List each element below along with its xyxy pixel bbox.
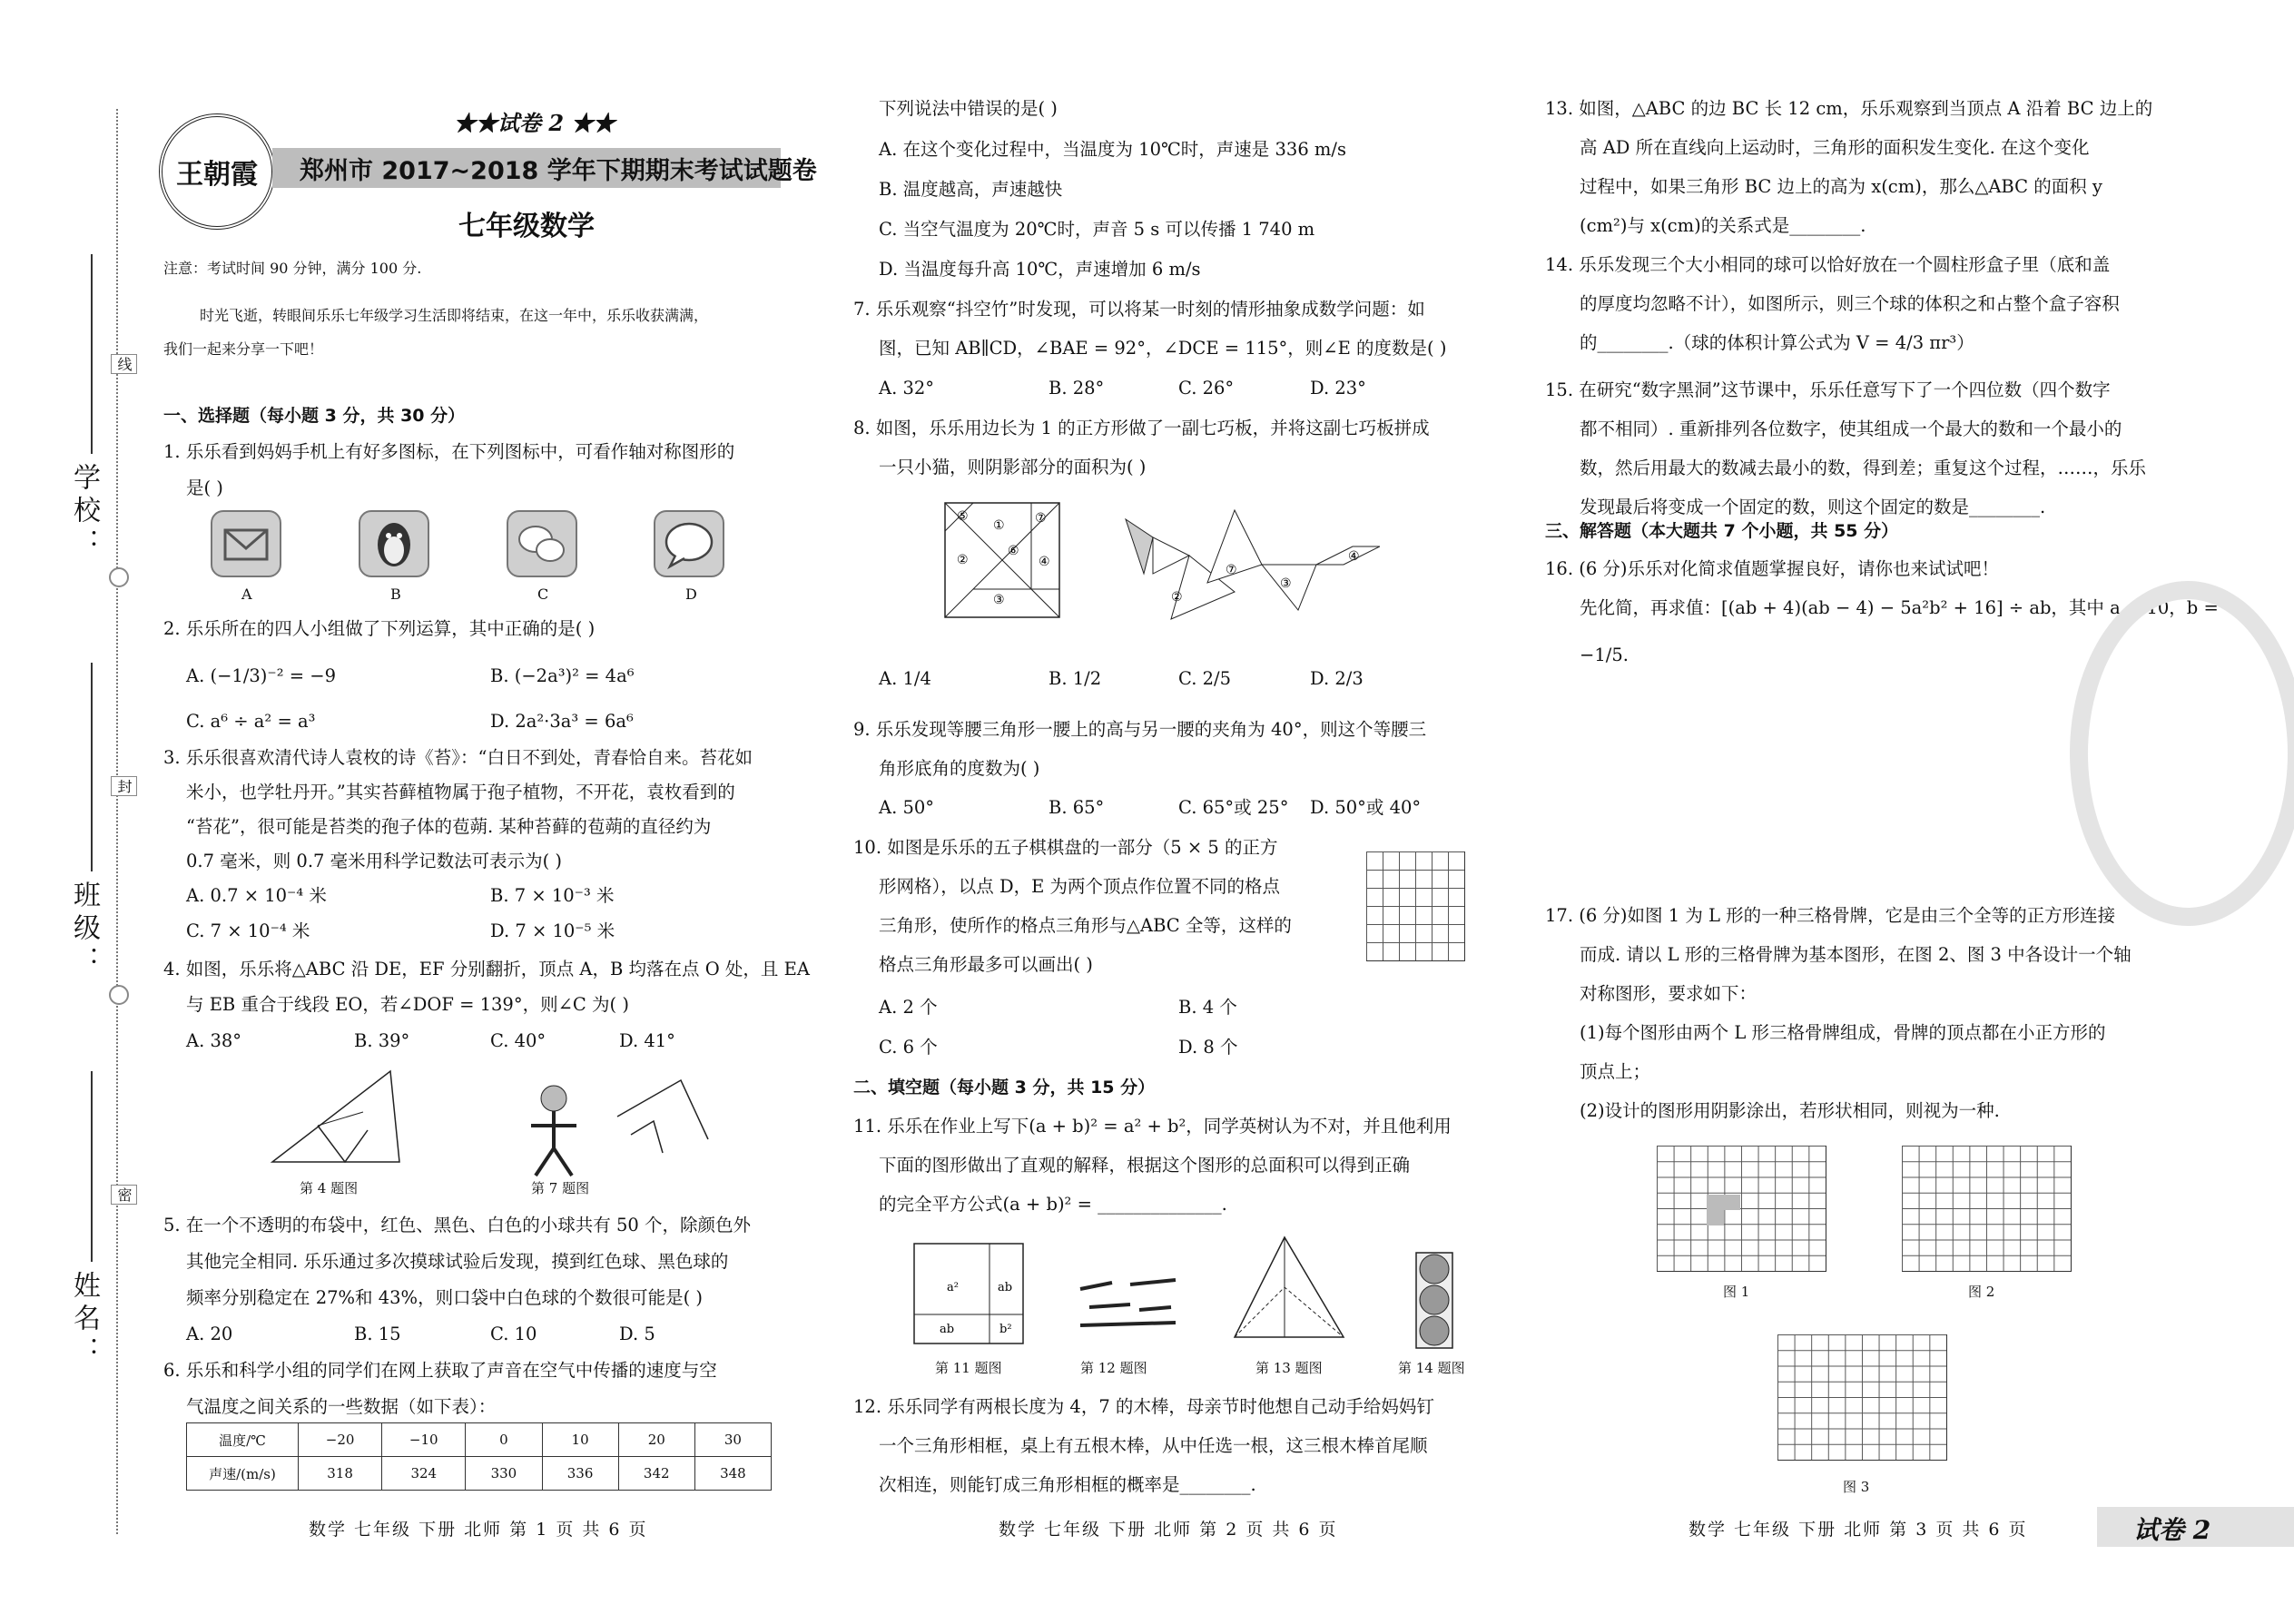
q8-line-1: 8. 如图，乐乐用边长为 1 的正方形做了一副七巧板，并将这副七巧板拼成 — [853, 418, 1430, 438]
q5-option-b: B. 15 — [354, 1324, 401, 1344]
grid-figure-1-shade-2 — [1707, 1210, 1724, 1225]
q12-line-2: 一个三角形相框，桌上有五根木棒，从中任选一根，这三根木棒首尾顺 — [879, 1435, 1428, 1456]
q8-option-d: D. 2/3 — [1310, 668, 1364, 689]
q3-line-4: 0.7 毫米，则 0.7 毫米用科学记数法可表示为( ) — [186, 851, 563, 871]
q14-cylinder-figure — [1412, 1248, 1457, 1353]
mail-icon — [211, 510, 281, 577]
subject-title: 七年级数学 — [458, 211, 595, 242]
brand-logo-text: 王朝霞 — [176, 159, 258, 191]
binding-dot-1 — [109, 567, 129, 587]
grid-figure-3-caption: 图 3 — [1843, 1479, 1870, 1495]
q10-line-4: 格点三角形最多可以画出( ) — [879, 954, 1093, 975]
q3-option-b: B. 7 × 10⁻³ 米 — [490, 885, 615, 906]
svg-text:③: ③ — [1280, 576, 1292, 591]
q6-option-a: A. 在这个变化过程中，当温度为 10℃时，声速是 336 m/s — [879, 139, 1346, 160]
q15-line-3: 数，然后用最大的数减去最小的数，得到差；重复这个过程，……，乐乐 — [1580, 458, 2147, 478]
q9-line-2: 角形底角的度数为( ) — [879, 758, 1040, 779]
q8-option-a: A. 1/4 — [879, 668, 931, 689]
svg-text:a²: a² — [947, 1281, 959, 1294]
q13-triangle-figure — [1230, 1233, 1348, 1351]
q13-line-2: 高 AD 所在直线向上运动时，三角形的面积发生变化. 在这个变化 — [1580, 137, 2090, 158]
q14-line-1: 14. 乐乐发现三个大小相同的球可以恰好放在一个圆柱形盒子里（底和盖 — [1545, 254, 2111, 275]
seal-mark-2: 封 — [111, 776, 137, 796]
binding-margin — [116, 109, 122, 1534]
svg-text:⑦: ⑦ — [1035, 511, 1047, 526]
q6-option-b: B. 温度越高，声速越快 — [879, 179, 1063, 200]
fig14-caption: 第 14 题图 — [1398, 1360, 1465, 1376]
q5-option-a: A. 20 — [186, 1324, 233, 1344]
name-line — [91, 1071, 93, 1262]
q11-line-1: 11. 乐乐在作业上写下(a + b)² = a² + b²，同学英树认为不对，并且他利用 — [853, 1116, 1452, 1137]
q3-line-2: 米小，也学牡丹开。”其实苔藓植物属于孢子植物，不开花，袁枚看到的 — [186, 782, 735, 802]
q10-option-c: C. 6 个 — [879, 1037, 938, 1058]
svg-text:⑥: ⑥ — [1008, 544, 1019, 558]
page-footer-3: 数学 七年级 下册 北师 第 3 页 共 6 页 — [1689, 1520, 2028, 1540]
q15-line-4: 发现最后将变成一个固定的数，则这个固定的数是________. — [1580, 497, 2046, 517]
table-cell: 20 — [618, 1423, 694, 1457]
q8-option-b: B. 1/2 — [1049, 668, 1102, 689]
table-cell: 0 — [466, 1423, 542, 1457]
svg-text:ab: ab — [940, 1323, 955, 1336]
q7-option-a: A. 32° — [879, 378, 935, 399]
q10-option-a: A. 2 个 — [879, 997, 938, 1018]
q11-square-figure — [912, 1235, 1035, 1348]
q3-line-1: 3. 乐乐很喜欢清代诗人袁枚的诗《苔》：“白日不到处，青春恰自来。苔花如 — [163, 747, 753, 768]
q6-line-2: 气温度之间关系的一些数据（如下表）： — [186, 1396, 497, 1417]
q4-option-a: A. 38° — [186, 1030, 242, 1051]
q10-line-2: 形网格），以点 D，E 为两个顶点作位置不同的格点 — [879, 876, 1281, 897]
school-label: 学校： — [68, 463, 100, 561]
chat-icon — [507, 510, 577, 577]
svg-text:⑦: ⑦ — [1226, 563, 1237, 577]
table-cell: 330 — [466, 1457, 542, 1491]
svg-text:②: ② — [1171, 590, 1183, 605]
q17-line-6: (2)设计的图形用阴影涂出，若形状相同，则视为一种. — [1580, 1100, 2000, 1121]
q9-option-a: A. 50° — [879, 797, 935, 818]
page-footer-1: 数学 七年级 下册 北师 第 1 页 共 6 页 — [309, 1520, 648, 1540]
school-line — [91, 254, 93, 454]
svg-text:④: ④ — [1348, 549, 1360, 564]
speech-bubble-icon — [654, 510, 724, 577]
q3-line-3: “苔花”，很可能是苔类的孢子体的苞蒴. 某种苔藓的苞蒴的直径约为 — [186, 816, 712, 837]
table-header-speed: 声速/(m/s) — [187, 1457, 299, 1491]
q12-sticks-figure — [1076, 1266, 1185, 1339]
intro-line-2: 我们一起来分享一下吧！ — [163, 340, 324, 358]
q5-line-3: 频率分别稳定在 27%和 43%，则口袋中白色球的个数很可能是( ) — [186, 1287, 703, 1308]
q6-option-d: D. 当温度每升高 10℃，声速增加 6 m/s — [879, 259, 1201, 280]
grid-figure-1 — [1657, 1146, 1826, 1272]
seal-mark-3: 密 — [111, 1185, 137, 1205]
q1-line-1: 1. 乐乐看到妈妈手机上有好多图标，在下列图标中，可看作轴对称图形的 — [163, 441, 735, 462]
section-1-heading: 一、选择题（每小题 3 分，共 30 分） — [163, 406, 466, 426]
q2-option-a: A. (−1/3)⁻² = −9 — [186, 665, 337, 686]
section-2-heading: 二、填空题（每小题 3 分，共 15 分） — [853, 1078, 1156, 1097]
q6-continued: 下列说法中错误的是( ) — [879, 98, 1058, 119]
q7-option-b: B. 28° — [1049, 378, 1105, 399]
q1-label-a: A — [241, 586, 252, 603]
q17-line-4: (1)每个图形由两个 L 形三格骨牌组成，骨牌的顶点都在小正方形的 — [1580, 1022, 2106, 1043]
table-cell: 348 — [694, 1457, 771, 1491]
q7-option-c: C. 26° — [1178, 378, 1235, 399]
q11-line-3: 的完全平方公式(a + b)² = ______________. — [879, 1194, 1227, 1215]
q16-line-2: 先化简，再求值：[(ab + 4)(ab − 4) − 5a²b² + 16] ÷ ab，其中 a = 10，b = — [1580, 597, 2219, 618]
q2-option-c: C. a⁶ ÷ a² = a³ — [186, 711, 316, 732]
q10-option-b: B. 4 个 — [1178, 997, 1237, 1018]
table-cell: 342 — [618, 1457, 694, 1491]
notice: 注意：考试时间 90 分钟，满分 100 分. — [163, 260, 422, 277]
q6-option-c: C. 当空气温度为 20℃时，声音 5 s 可以传播 1 740 m — [879, 219, 1315, 240]
q8-line-2: 一只小猫，则阴影部分的面积为( ) — [879, 457, 1147, 477]
q5-option-c: C. 10 — [490, 1324, 537, 1344]
q1-label-c: C — [537, 586, 549, 603]
q8-option-c: C. 2/5 — [1178, 668, 1232, 689]
q10-line-1: 10. 如图是乐乐的五子棋棋盘的一部分（5 × 5 的正方 — [853, 837, 1278, 858]
q2-stem: 2. 乐乐所在的四人小组做了下列运算，其中正确的是( ) — [163, 618, 596, 639]
q7-line-1: 7. 乐乐观察“抖空竹”时发现，可以将某一时刻的情形抽象成数学问题：如 — [853, 299, 1425, 320]
q2-option-b: B. (−2a³)² = 4a⁶ — [490, 665, 635, 686]
svg-text:④: ④ — [1039, 555, 1050, 569]
table-cell: −10 — [382, 1423, 466, 1457]
q5-line-1: 5. 在一个不透明的布袋中，红色、黑色、白色的小球共有 50 个，除颜色外 — [163, 1215, 752, 1235]
table-cell: 318 — [299, 1457, 382, 1491]
q10-line-3: 三角形，使所作的格点三角形与△ABC 全等，这样的 — [879, 915, 1292, 936]
exam-title: 郑州市 2017~2018 学年下期期末考试试题卷 — [300, 157, 817, 185]
class-label: 班级： — [68, 881, 100, 979]
q17-line-2: 而成. 请以 L 形的三格骨牌为基本图形，在图 2、图 3 中各设计一个轴 — [1580, 944, 2132, 965]
fig11-caption: 第 11 题图 — [935, 1360, 1002, 1376]
q3-option-d: D. 7 × 10⁻⁵ 米 — [490, 920, 615, 941]
table-cell: 336 — [542, 1457, 618, 1491]
q13-line-1: 13. 如图，△ABC 的边 BC 长 12 cm，乐乐观察到当顶点 A 沿着 BC 边上的 — [1545, 98, 2153, 119]
sound-speed-table — [186, 1422, 772, 1491]
q9-option-b: B. 65° — [1049, 797, 1105, 818]
q15-line-2: 都不相同）. 重新排列各位数字，使其组成一个最大的数和一个最小的 — [1580, 418, 2122, 439]
intro-line-1: 时光飞逝，转眼间乐乐七年级学习生活即将结束，在这一年中，乐乐收获满满， — [200, 307, 709, 324]
q15-line-1: 15. 在研究“数字黑洞”这节课中，乐乐任意写下了一个四位数（四个数字 — [1545, 379, 2111, 400]
q14-line-3: 的________.（球的体积计算公式为 V = 4/3 πr³） — [1580, 332, 1974, 353]
table-cell: 10 — [542, 1423, 618, 1457]
q4-line-2: 与 EB 重合于线段 EO，若∠DOF = 139°，则∠C 为( ) — [186, 994, 629, 1015]
tangram-cat-figure — [1117, 501, 1380, 637]
q7-angle-figure — [599, 1076, 726, 1166]
q9-line-1: 9. 乐乐发现等腰三角形一腰上的高与另一腰的夹角为 40°，则这个等腰三 — [853, 719, 1427, 740]
class-line — [91, 663, 93, 871]
tangram-square-figure — [944, 502, 1060, 618]
svg-text:b²: b² — [999, 1323, 1012, 1336]
penguin-icon — [359, 510, 429, 577]
grid-figure-3 — [1777, 1334, 1947, 1461]
q10-option-d: D. 8 个 — [1178, 1037, 1238, 1058]
table-header-temp: 温度/℃ — [187, 1423, 299, 1457]
fig7-caption: 第 7 题图 — [531, 1180, 590, 1196]
grid-figure-2-caption: 图 2 — [1968, 1284, 1995, 1300]
grid-figure-1-caption: 图 1 — [1723, 1284, 1750, 1300]
svg-text:②: ② — [957, 553, 969, 567]
q4-line-1: 4. 如图，乐乐将△ABC 沿 DE，EF 分别翻折，顶点 A，B 均落在点 O 处，且 EA — [163, 959, 810, 979]
svg-text:①: ① — [993, 518, 1005, 533]
q1-line-2: 是( ) — [186, 477, 223, 498]
table-cell: −20 — [299, 1423, 382, 1457]
fig4-caption: 第 4 题图 — [300, 1180, 359, 1196]
binding-dot-2 — [109, 985, 129, 1005]
brand-logo — [159, 113, 275, 230]
paper-badge: ★★试卷 2 ★★ — [454, 110, 615, 136]
q3-option-c: C. 7 × 10⁻⁴ 米 — [186, 920, 310, 941]
q6-line-1: 6. 乐乐和科学小组的同学们在网上获取了声音在空气中传播的速度与空 — [163, 1360, 717, 1381]
q7-option-d: D. 23° — [1310, 378, 1366, 399]
grid-figure-2 — [1902, 1146, 2072, 1272]
table-row — [187, 1423, 772, 1457]
paper-badge-footer: 试卷 2 — [2133, 1515, 2211, 1545]
q7-diabolo-figure — [504, 1080, 613, 1180]
name-label: 姓名： — [68, 1271, 100, 1369]
q12-line-1: 12. 乐乐同学有两根长度为 4，7 的木棒，母亲节时他想自己动手给妈妈钉 — [853, 1396, 1434, 1417]
q1-label-d: D — [685, 586, 697, 603]
q4-option-d: D. 41° — [619, 1030, 675, 1051]
q12-line-3: 次相连，则能钉成三角形相框的概率是________. — [879, 1474, 1256, 1495]
q16-line-3: −1/5. — [1580, 645, 1629, 665]
q5-option-d: D. 5 — [619, 1324, 655, 1344]
q17-line-5: 顶点上； — [1580, 1061, 1651, 1082]
page-footer-2: 数学 七年级 下册 北师 第 2 页 共 6 页 — [999, 1520, 1338, 1540]
table-row — [187, 1457, 772, 1491]
fig13-caption: 第 13 题图 — [1255, 1360, 1323, 1376]
q14-line-2: 的厚度均忽略不计），如图所示，则三个球的体积之和占整个盒子容积 — [1580, 293, 2120, 314]
svg-text:ab: ab — [998, 1281, 1013, 1294]
table-cell: 30 — [694, 1423, 771, 1457]
q7-line-2: 图，已知 AB∥CD，∠BAE = 92°，∠DCE = 115°，则∠E 的度数是( ) — [879, 338, 1447, 359]
table-cell: 324 — [382, 1457, 466, 1491]
q9-option-d: D. 50°或 40° — [1310, 797, 1422, 818]
svg-text:③: ③ — [993, 593, 1005, 607]
q3-option-a: A. 0.7 × 10⁻⁴ 米 — [186, 885, 327, 906]
q1-label-b: B — [390, 586, 401, 603]
q9-option-c: C. 65°或 25° — [1178, 797, 1289, 818]
q11-line-2: 下面的图形做出了直观的解释，根据这个图形的总面积可以得到正确 — [879, 1155, 1411, 1176]
q4-option-b: B. 39° — [354, 1030, 410, 1051]
q16-line-1: 16. (6 分)乐乐对化简求值题掌握良好，请你也来试试吧！ — [1545, 558, 2000, 579]
fig12-caption: 第 12 题图 — [1080, 1360, 1147, 1376]
grid-figure-1-shade — [1707, 1195, 1740, 1210]
q4-triangle-figure — [263, 1062, 409, 1180]
svg-text:⑤: ⑤ — [957, 509, 969, 524]
section-3-heading: 三、解答题（本大题共 7 个小题，共 55 分） — [1545, 521, 1899, 541]
q10-board-grid — [1366, 851, 1465, 961]
q5-line-2: 其他完全相同. 乐乐通过多次摸球试验后发现，摸到红色球、黑色球的 — [186, 1251, 729, 1272]
q13-line-3: 过程中，如果三角形 BC 边上的高为 x(cm)，那么△ABC 的面积 y — [1580, 176, 2102, 197]
q13-line-4: (cm²)与 x(cm)的关系式是________. — [1580, 215, 1866, 236]
q2-option-d: D. 2a²·3a³ = 6a⁶ — [490, 711, 634, 732]
seal-mark-1: 线 — [111, 354, 137, 374]
confidential-seal-watermark — [2070, 581, 2294, 926]
q17-line-1: 17. (6 分)如图 1 为 L 形的一种三格骨牌，它是由三个全等的正方形连接 — [1545, 905, 2116, 926]
q4-option-c: C. 40° — [490, 1030, 546, 1051]
q17-line-3: 对称图形，要求如下： — [1580, 983, 1757, 1004]
